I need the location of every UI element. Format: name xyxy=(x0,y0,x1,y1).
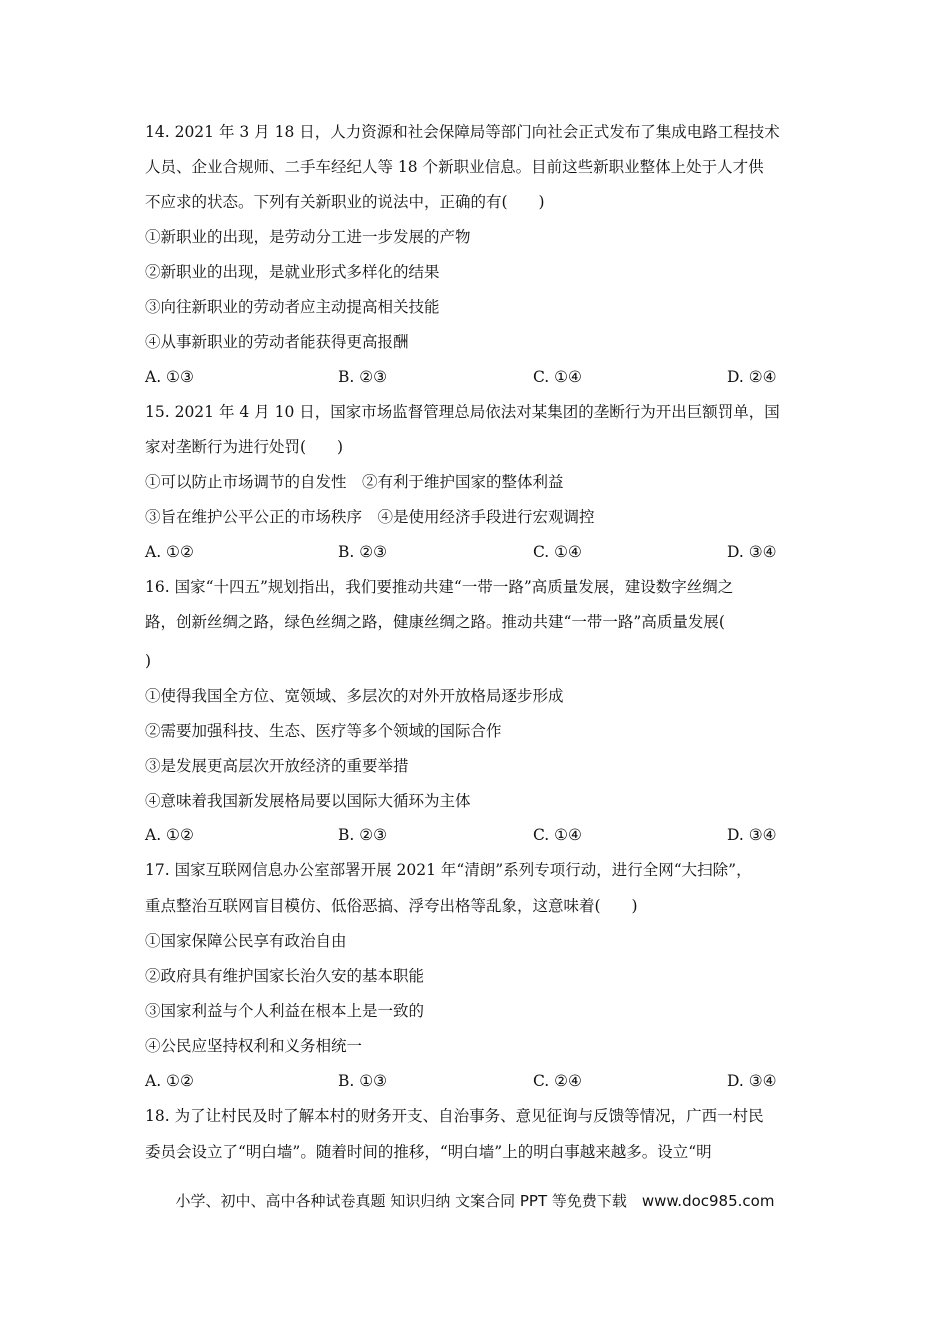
q17-option-d: D. ③④ xyxy=(727,1072,777,1090)
q16-option-d: D. ③④ xyxy=(727,826,777,844)
q15-options xyxy=(145,542,815,562)
q18-line-1: 18. 为了让村民及时了解本村的财务开支、自治事务、意见征询与反馈等情况，广西一村民 xyxy=(145,1107,764,1125)
q15-statements-3-4: ③旨在维护公平公正的市场秩序 ④是使用经济手段进行宏观调控 xyxy=(145,508,595,526)
q14-statement-4: ④从事新职业的劳动者能获得更高报酬 xyxy=(145,333,409,351)
q16-line-3: ) xyxy=(145,652,152,670)
q15-option-d: D. ③④ xyxy=(727,543,777,561)
q15-line-1: 15. 2021 年 4 月 10 日，国家市场监督管理总局依法对某集团的垄断行为开出巨额罚单，国 xyxy=(145,403,780,421)
q16-option-a: A. ①② xyxy=(145,826,194,844)
q17-line-2: 重点整治互联网盲目模仿、低俗恶搞、浮夸出格等乱象，这意味着( ) xyxy=(145,897,638,915)
q14-option-a: A. ①③ xyxy=(145,368,194,386)
q14-line-1: 14. 2021 年 3 月 18 日，人力资源和社会保障局等部门向社会正式发布了集成电路工程技术 xyxy=(145,123,780,141)
q14-statement-2: ②新职业的出现，是就业形式多样化的结果 xyxy=(145,263,440,281)
q16-option-b: B. ②③ xyxy=(338,826,388,844)
q14-statement-1: ①新职业的出现，是劳动分工进一步发展的产物 xyxy=(145,228,471,246)
q17-option-c: C. ②④ xyxy=(533,1072,582,1090)
q15-option-a: A. ①② xyxy=(145,543,194,561)
q14-option-b: B. ②③ xyxy=(338,368,388,386)
q14-option-d: D. ②④ xyxy=(727,368,777,386)
q17-options xyxy=(145,1071,815,1091)
q17-statement-2: ②政府具有维护国家长治久安的基本职能 xyxy=(145,967,425,985)
q17-option-a: A. ①② xyxy=(145,1072,194,1090)
q16-options xyxy=(145,825,815,845)
q16-statement-3: ③是发展更高层次开放经济的重要举措 xyxy=(145,757,409,775)
q15-option-c: C. ①④ xyxy=(533,543,582,561)
q17-statement-3: ③国家利益与个人利益在根本上是一致的 xyxy=(145,1002,425,1020)
q14-statement-3: ③向往新职业的劳动者应主动提高相关技能 xyxy=(145,298,440,316)
q14-option-c: C. ①④ xyxy=(533,368,582,386)
q14-line-3: 不应求的状态。下列有关新职业的说法中，正确的有( ) xyxy=(145,193,545,211)
q15-statements-1-2: ①可以防止市场调节的自发性 ②有利于维护国家的整体利益 xyxy=(145,473,564,491)
q17-statement-4: ④公民应坚持权利和义务相统一 xyxy=(145,1037,363,1055)
q15-line-2: 家对垄断行为进行处罚( ) xyxy=(145,438,344,456)
q16-line-2: 路，创新丝绸之路，绿色丝绸之路，健康丝绸之路。推动共建“一带一路”高质量发展( xyxy=(145,613,725,631)
q14-line-2: 人员、企业合规师、二手车经纪人等 18 个新职业信息。目前这些新职业整体上处于人才供 xyxy=(145,158,764,176)
q16-statement-2: ②需要加强科技、生态、医疗等多个领域的国际合作 xyxy=(145,722,502,740)
q17-option-b: B. ①③ xyxy=(338,1072,388,1090)
q17-line-1: 17. 国家互联网信息办公室部署开展 2021 年“清朗”系列专项行动，进行全网“大扫除”， xyxy=(145,861,752,879)
q17-statement-1: ①国家保障公民享有政治自由 xyxy=(145,932,347,950)
page-footer: 小学、初中、高中各种试卷真题 知识归纳 文案合同 PPT 等免费下载 www.doc985.com xyxy=(175,1192,775,1210)
q16-line-1: 16. 国家“十四五”规划指出，我们要推动共建“一带一路”高质量发展，建设数字丝绸之 xyxy=(145,578,734,596)
q16-statement-1: ①使得我国全方位、宽领域、多层次的对外开放格局逐步形成 xyxy=(145,687,564,705)
q18-line-2: 委员会设立了“明白墙”。随着时间的推移，“明白墙”上的明白事越来越多。设立“明 xyxy=(145,1143,712,1161)
q14-options xyxy=(145,367,815,387)
q16-statement-4: ④意味着我国新发展格局要以国际大循环为主体 xyxy=(145,792,471,810)
q15-option-b: B. ②③ xyxy=(338,543,388,561)
q16-option-c: C. ①④ xyxy=(533,826,582,844)
